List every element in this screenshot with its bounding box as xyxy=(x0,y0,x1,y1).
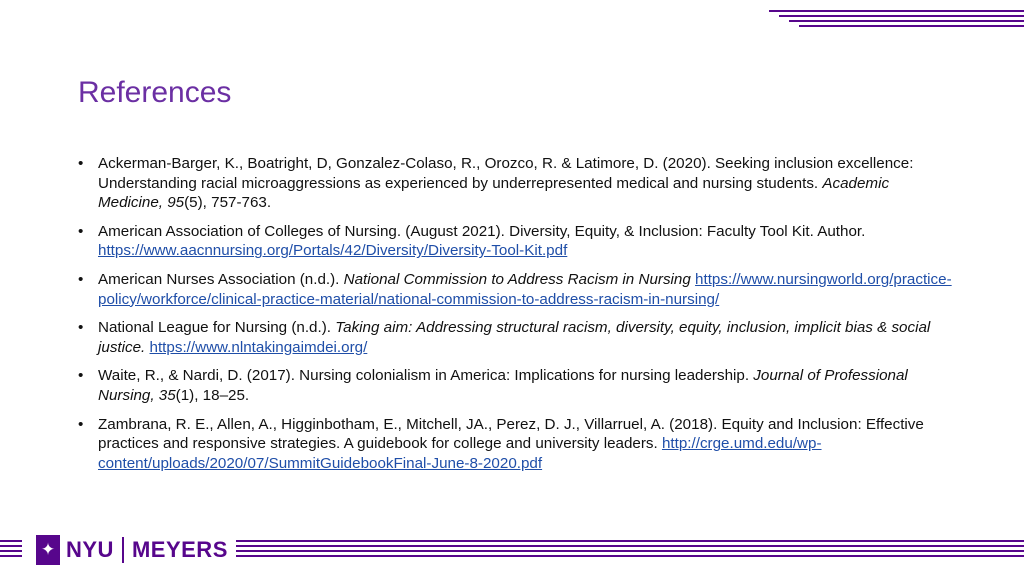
reference-item: • Ackerman-Barger, K., Boatright, D, Gonzalez-Colaso, R., Orozco, R. & Latimore, D. (2020). Seeking inclusion excellence: Understanding racial microaggressions as experienced by underrepresented medical and nursing students. Academic Medicine, 95(5), 757-763. xyxy=(74,154,954,213)
reference-link[interactable]: https://www.aacnnursing.org/Portals/42/Diversity/Diversity-Tool-Kit.pdf xyxy=(98,242,568,260)
footer-right-lines xyxy=(236,540,1024,560)
reference-item: • American Association of Colleges of Nursing. (August 2021). Diversity, Equity, & Inclusion: Faculty Tool Kit. Author. https://www.aacnnursing.org/Portals/42/Diversity/Diversity-Tool-Kit.pdf xyxy=(74,222,954,261)
footer-left-lines xyxy=(0,540,22,560)
top-decorative-lines xyxy=(764,10,1024,30)
reference-link[interactable]: https://www.nlntakingaimdei.org/ xyxy=(149,338,368,356)
reference-item: • National League for Nursing (n.d.). Taking aim: Addressing structural racism, diversity, equity, inclusion, implicit bias & social justice. https://www.nlntakingaimdei.org/ xyxy=(74,318,954,357)
reference-item: • Zambrana, R. E., Allen, A., Higginbotham, E., Mitchell, JA., Perez, D. J., Villarruel, A. (2018). Equity and Inclusion: Effective practices and responsive strategies. A guidebook for college and university leaders. http://crge.umd.edu/wp-content/uploads/2020/07/SummitGuidebookFinal-June-8-2020.pdf xyxy=(74,415,954,474)
reference-item: • Waite, R., & Nardi, D. (2017). Nursing colonialism in America: Implications for nursing leadership. Journal of Professional Nursing, 35(1), 18–25. xyxy=(74,366,954,405)
footer xyxy=(0,526,1024,576)
page-title: References xyxy=(78,76,232,109)
logo-divider xyxy=(122,537,124,563)
logo-meyers-text: MEYERS xyxy=(131,537,228,562)
torch-icon: ✦ xyxy=(36,535,60,565)
reference-item: • American Nurses Association (n.d.). National Commission to Address Racism in Nursing https://www.nursingworld.org/practice-policy/workforce/clinical-practice-material/national-commission-to-address-racism-in-nursing/ xyxy=(74,270,954,309)
reference-list xyxy=(74,154,954,482)
nyu-meyers-logo xyxy=(36,534,228,566)
reference-link[interactable]: https://www.nursingworld.org/practice-policy/workforce/clinical-practice-material/national-commission-to-address-racism-in-nursing/ xyxy=(98,270,952,308)
reference-link[interactable]: http://crge.umd.edu/wp-content/uploads/2020/07/SummitGuidebookFinal-June-8-2020.pdf xyxy=(98,435,822,472)
logo-nyu-text: NYU xyxy=(66,537,114,562)
